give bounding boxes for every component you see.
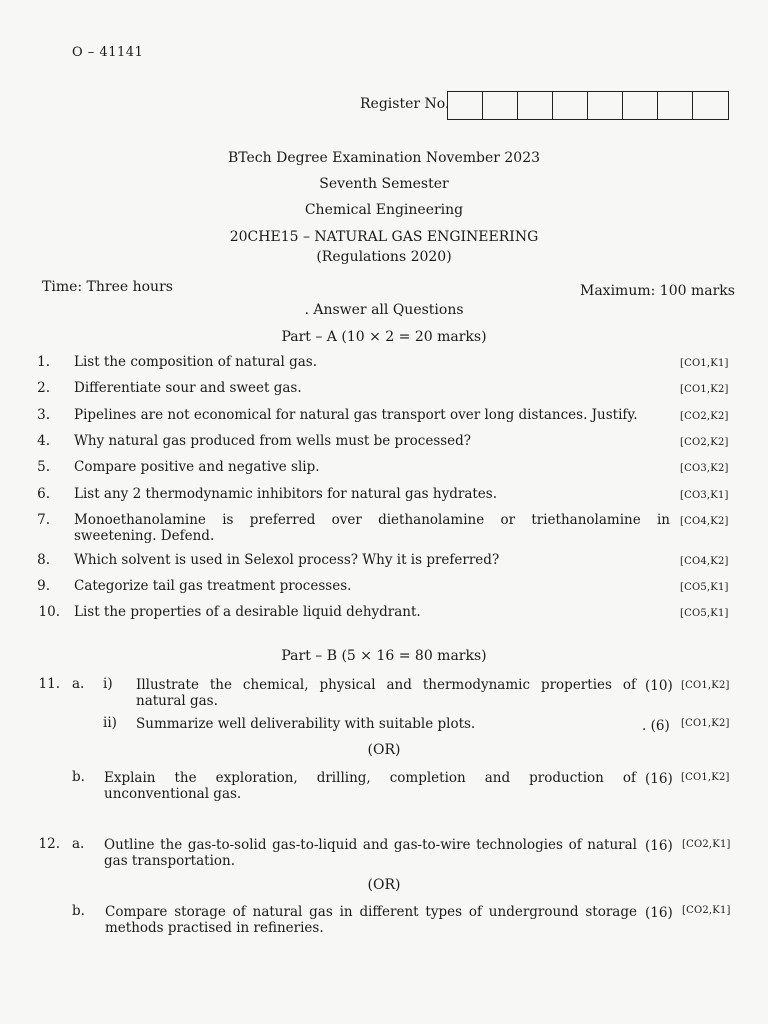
marks: . (6) <box>642 718 670 734</box>
question-number: 7. <box>37 512 50 528</box>
question-text: Pipelines are not economical for natural gas transport over long distances. Justify. <box>74 407 638 423</box>
sub-question-label: b. <box>72 903 85 919</box>
part-b-heading: Part – B (5 × 16 = 80 marks) <box>281 648 487 664</box>
course-outcome-tag: [CO3,K1] <box>680 490 729 501</box>
register-box[interactable] <box>623 92 658 119</box>
semester: Seventh Semester <box>319 176 449 192</box>
question-number: 3. <box>37 407 50 423</box>
register-box[interactable] <box>553 92 588 119</box>
course-outcome-tag: [CO2,K1] <box>682 905 731 916</box>
question-text: Illustrate the chemical, physical and thermodynamic properties of natural gas. <box>136 677 636 709</box>
maximum-marks: Maximum: 100 marks <box>580 283 735 299</box>
course-outcome-tag: [CO1,K2] <box>680 384 729 395</box>
sub-question-label: a. <box>72 836 85 852</box>
marks: (10) <box>645 678 673 694</box>
course-outcome-tag: [CO1,K1] <box>680 358 729 369</box>
course-outcome-tag: [CO4,K2] <box>680 556 729 567</box>
or-separator: (OR) <box>367 877 401 893</box>
course-outcome-tag: [CO2,K2] <box>680 437 729 448</box>
register-box[interactable] <box>483 92 518 119</box>
course-outcome-tag: [CO5,K1] <box>680 582 729 593</box>
sub-question-label: a. <box>72 676 85 692</box>
question-text: Monoethanolamine is preferred over diethanolamine or triethanolamine in sweetening. Defend. <box>74 512 670 544</box>
marks: (16) <box>645 905 673 921</box>
course-outcome-tag: [CO4,K2] <box>680 516 729 527</box>
or-separator: (OR) <box>367 742 401 758</box>
course-outcome-tag: [CO3,K2] <box>680 463 729 474</box>
question-text: Compare positive and negative slip. <box>74 459 320 475</box>
question-text: List the composition of natural gas. <box>74 354 317 370</box>
question-number: 12. <box>38 836 60 852</box>
question-number: 6. <box>37 486 50 502</box>
question-number: 1. <box>37 354 50 370</box>
sub-part-label: ii) <box>103 715 117 731</box>
question-text: Explain the exploration, drilling, completion and production of unconventional gas. <box>104 770 636 802</box>
question-number: 9. <box>37 578 50 594</box>
marks: (16) <box>645 838 673 854</box>
question-number: 11. <box>38 676 60 692</box>
question-number: 2. <box>37 380 50 396</box>
regulations: (Regulations 2020) <box>316 249 452 265</box>
marks: (16) <box>645 771 673 787</box>
sub-part-label: i) <box>103 676 113 692</box>
course-outcome-tag: [CO1,K2] <box>681 680 730 691</box>
question-number: 8. <box>37 552 50 568</box>
register-box[interactable] <box>448 92 483 119</box>
register-number-boxes[interactable] <box>447 91 729 120</box>
paper-code: O – 41141 <box>72 45 144 60</box>
course-outcome-tag: [CO1,K2] <box>681 772 730 783</box>
department: Chemical Engineering <box>304 202 464 218</box>
question-text: Categorize tail gas treatment processes. <box>74 578 352 594</box>
question-text: Why natural gas produced from wells must be processed? <box>74 433 472 449</box>
question-text: List any 2 thermodynamic inhibitors for natural gas hydrates. <box>74 486 498 502</box>
course-outcome-tag: [CO2,K1] <box>682 839 731 850</box>
register-box[interactable] <box>693 92 728 119</box>
question-text: Compare storage of natural gas in different types of underground storage methods practised in refineries. <box>105 904 637 936</box>
time-allowed: Time: Three hours <box>42 279 173 295</box>
instruction: . Answer all Questions <box>304 302 464 318</box>
register-box[interactable] <box>518 92 553 119</box>
register-box[interactable] <box>658 92 693 119</box>
course-outcome-tag: [CO5,K1] <box>680 608 729 619</box>
question-text: Summarize well deliverability with suitable plots. <box>136 716 476 732</box>
question-number: 4. <box>37 433 50 449</box>
question-text: Outline the gas-to-solid gas-to-liquid and gas-to-wire technologies of natural gas transportation. <box>104 837 637 869</box>
question-text: Which solvent is used in Selexol process? Why it is preferred? <box>74 552 500 568</box>
sub-question-label: b. <box>72 769 85 785</box>
course-outcome-tag: [CO2,K2] <box>680 411 729 422</box>
question-text: List the properties of a desirable liquid dehydrant. <box>74 604 421 620</box>
question-text: Differentiate sour and sweet gas. <box>74 380 302 396</box>
part-a-heading: Part – A (10 × 2 = 20 marks) <box>281 329 487 345</box>
exam-title: BTech Degree Examination November 2023 <box>227 150 541 166</box>
register-number-label: Register No. <box>360 96 450 112</box>
question-number: 10. <box>38 604 60 620</box>
course-title: 20CHE15 – NATURAL GAS ENGINEERING <box>229 229 539 245</box>
question-number: 5. <box>37 459 50 475</box>
register-box[interactable] <box>588 92 623 119</box>
course-outcome-tag: [CO1,K2] <box>681 718 730 729</box>
